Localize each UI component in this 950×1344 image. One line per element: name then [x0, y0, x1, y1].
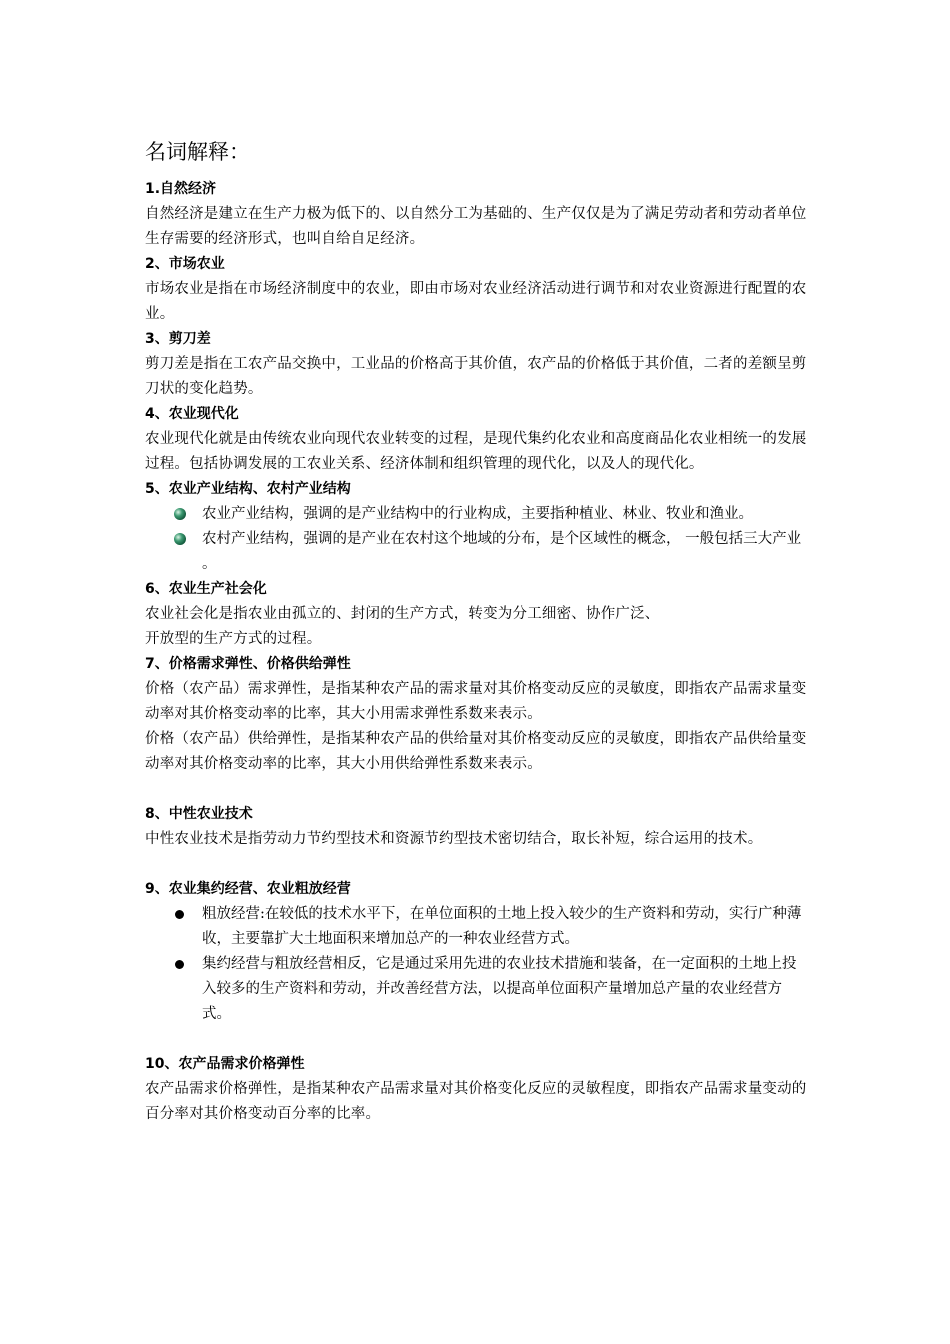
term-heading-7: 7、价格需求弹性、价格供给弹性	[145, 656, 351, 672]
term-definition-1: 自然经济是建立在生产力极为低下的、以自然分工为基础的、生产仅仅是为了满足劳动者和劳动者单位生存需要的经济形式，也叫自给自足经济。	[145, 206, 807, 247]
term-heading-9: 9、农业集约经营、农业粗放经营	[145, 881, 351, 897]
green-ball-bullet-icon	[174, 508, 186, 520]
term-heading-1: 1.自然经济	[145, 181, 217, 197]
term-heading-2: 2、市场农业	[145, 256, 225, 272]
document-page	[145, 138, 810, 1127]
term-definition-8: 中性农业技术是指劳动力节约型技术和资源节约型技术密切结合，取长补短，综合运用的技术。	[145, 831, 763, 847]
bullet-text: 粗放经营:在较低的技术水平下，在单位面积的土地上投入较少的生产资料和劳动，实行广种薄收，主要靠扩大土地面积来增加总产的一种农业经营方式。	[202, 906, 802, 947]
green-ball-bullet-icon	[174, 533, 186, 545]
bullet-item	[145, 952, 810, 1027]
blank-line	[145, 852, 810, 877]
term-definition-6-line1: 农业社会化是指农业由孤立的、封闭的生产方式，转变为分工细密、协作广泛、	[145, 606, 660, 622]
term-definition-4: 农业现代化就是由传统农业向现代农业转变的过程，是现代集约化农业和高度商品化农业相统一的发展过程。包括协调发展的工农业关系、经济体制和组织管理的现代化，以及人的现代化。	[145, 431, 807, 472]
bullet-item	[145, 902, 810, 952]
term-definition-6-line2: 开放型的生产方式的过程。	[145, 631, 322, 647]
blank-line	[145, 777, 810, 802]
term-heading-8: 8、中性农业技术	[145, 806, 253, 822]
term-definition-2: 市场农业是指在市场经济制度中的农业，即由市场对农业经济活动进行调节和对农业资源进行配置的农业。	[145, 281, 807, 322]
term-definition-7a: 价格（农产品）需求弹性，是指某种农产品的需求量对其价格变动反应的灵敏度，即指农产品需求量变动率对其价格变动率的比率，其大小用需求弹性系数来表示。	[145, 681, 807, 722]
black-dot-bullet-icon	[175, 960, 184, 969]
document-title: 名词解释：	[145, 140, 250, 164]
bullet-text: 农业产业结构，强调的是产业结构中的行业构成，主要指种植业、林业、牧业和渔业。	[202, 506, 753, 522]
term-heading-3: 3、剪刀差	[145, 331, 211, 347]
term-definition-3: 剪刀差是指在工农产品交换中，工业品的价格高于其价值，农产品的价格低于其价值，二者的差额呈剪刀状的变化趋势。	[145, 356, 807, 397]
term-heading-6: 6、农业生产社会化	[145, 581, 267, 597]
black-dot-bullet-icon	[175, 910, 184, 919]
term-definition-7b: 价格（农产品）供给弹性，是指某种农产品的供给量对其价格变动反应的灵敏度，即指农产品供给量变动率对其价格变动率的比率，其大小用供给弹性系数来表示。	[145, 731, 807, 772]
term-definition-10: 农产品需求价格弹性，是指某种农产品需求量对其价格变化反应的灵敏程度，即指农产品需求量变动的百分率对其价格变动百分率的比率。	[145, 1081, 807, 1122]
bullet-text: 农村产业结构，强调的是产业在农村这个地域的分布，是个区域性的概念， 一般包括三大产业 。	[202, 531, 802, 572]
bullet-text: 集约经营与粗放经营相反，它是通过采用先进的农业技术措施和装备，在一定面积的土地上投入较多的生产资料和劳动，并改善经营方法，以提高单位面积产量增加总产量的农业经营方式。	[202, 956, 797, 1022]
term-heading-10: 10、农产品需求价格弹性	[145, 1056, 305, 1072]
bullet-item	[145, 502, 810, 527]
term-heading-4: 4、农业现代化	[145, 406, 239, 422]
blank-line	[145, 1027, 810, 1052]
bullet-item	[145, 527, 810, 577]
term-heading-5: 5、农业产业结构、农村产业结构	[145, 481, 351, 497]
